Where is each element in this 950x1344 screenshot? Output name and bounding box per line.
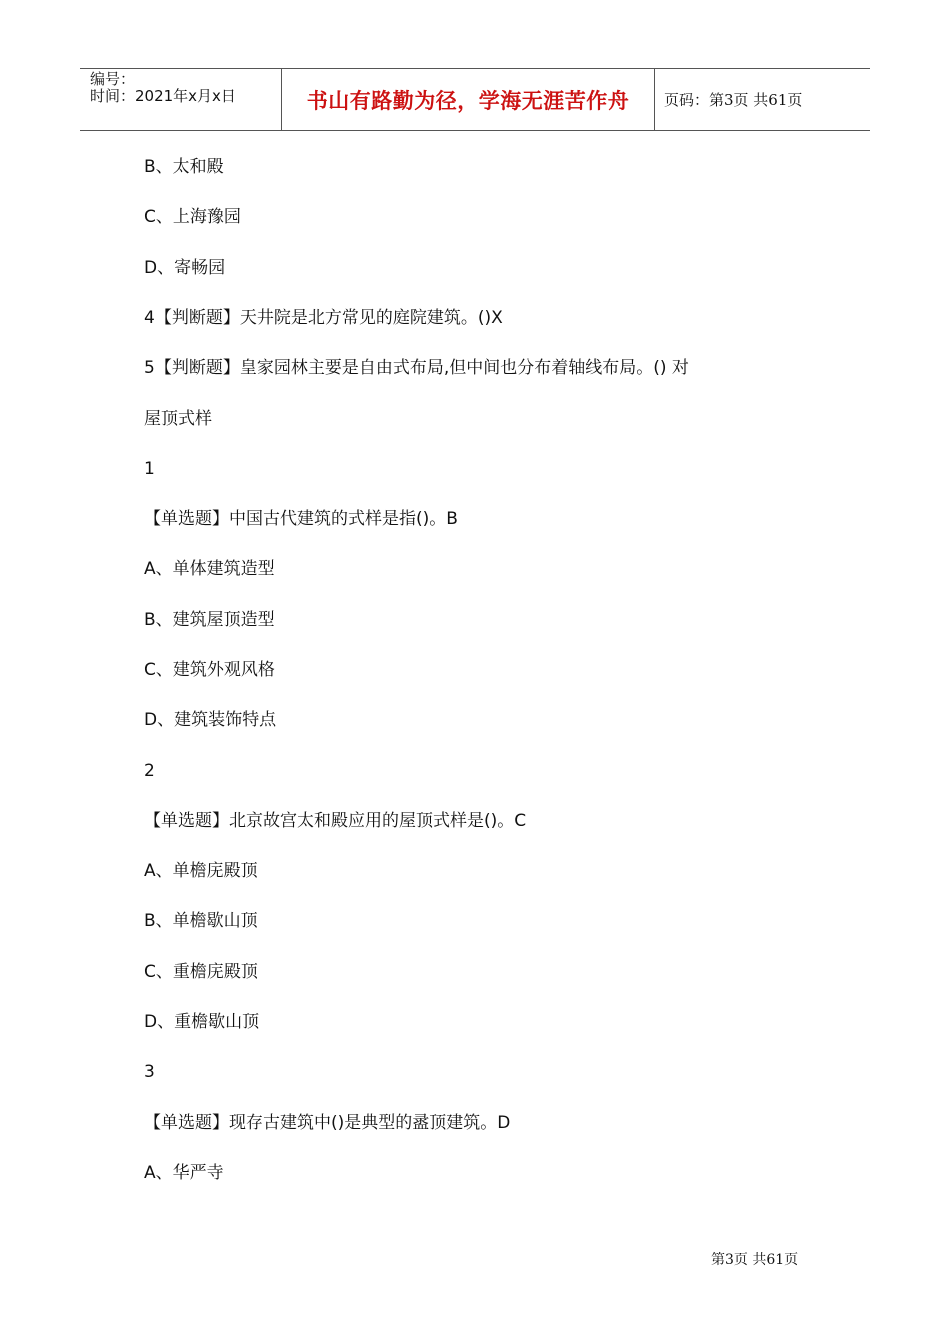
option-line: A、单体建筑造型 (144, 559, 275, 579)
page-header (80, 68, 870, 131)
time-label: 时间：2021年x月x日 (90, 87, 236, 105)
option-line: A、华严寺 (144, 1163, 224, 1183)
option-line: B、建筑屋顶造型 (144, 610, 275, 630)
option-line: B、太和殿 (144, 157, 224, 177)
option-line: C、重檐庑殿顶 (144, 962, 258, 982)
question-number: 2 (144, 761, 155, 781)
option-line: B、单檐歇山顶 (144, 911, 258, 931)
header-meta (80, 69, 281, 130)
page-footer: 第3页 共61页 (711, 1252, 799, 1268)
question-line: 4【判断题】天井院是北方常见的庭院建筑。()X (144, 308, 503, 328)
question-line: 【单选题】中国古代建筑的式样是指()。B (144, 509, 458, 529)
option-line: D、寄畅园 (144, 258, 226, 278)
option-line: D、重檐歇山顶 (144, 1012, 260, 1032)
question-line: 【单选题】现存古建筑中()是典型的盝顶建筑。D (144, 1113, 511, 1133)
question-line: 5【判断题】皇家园林主要是自由式布局,但中间也分布着轴线布局。() 对 (144, 358, 689, 378)
option-line: C、上海豫园 (144, 207, 241, 227)
option-line: A、单檐庑殿顶 (144, 861, 258, 881)
question-number: 1 (144, 459, 155, 479)
header-motto: 书山有路勤为径，学海无涯苦作舟 (306, 88, 630, 113)
section-heading: 屋顶式样 (144, 409, 212, 429)
question-number: 3 (144, 1062, 155, 1082)
question-line: 【单选题】北京故宫太和殿应用的屋顶式样是()。C (144, 811, 527, 831)
number-label: 编号： (90, 70, 136, 88)
option-line: C、建筑外观风格 (144, 660, 275, 680)
option-line: D、建筑装饰特点 (144, 710, 277, 730)
header-page-info: 页码：第3页 共61页 (664, 91, 803, 109)
